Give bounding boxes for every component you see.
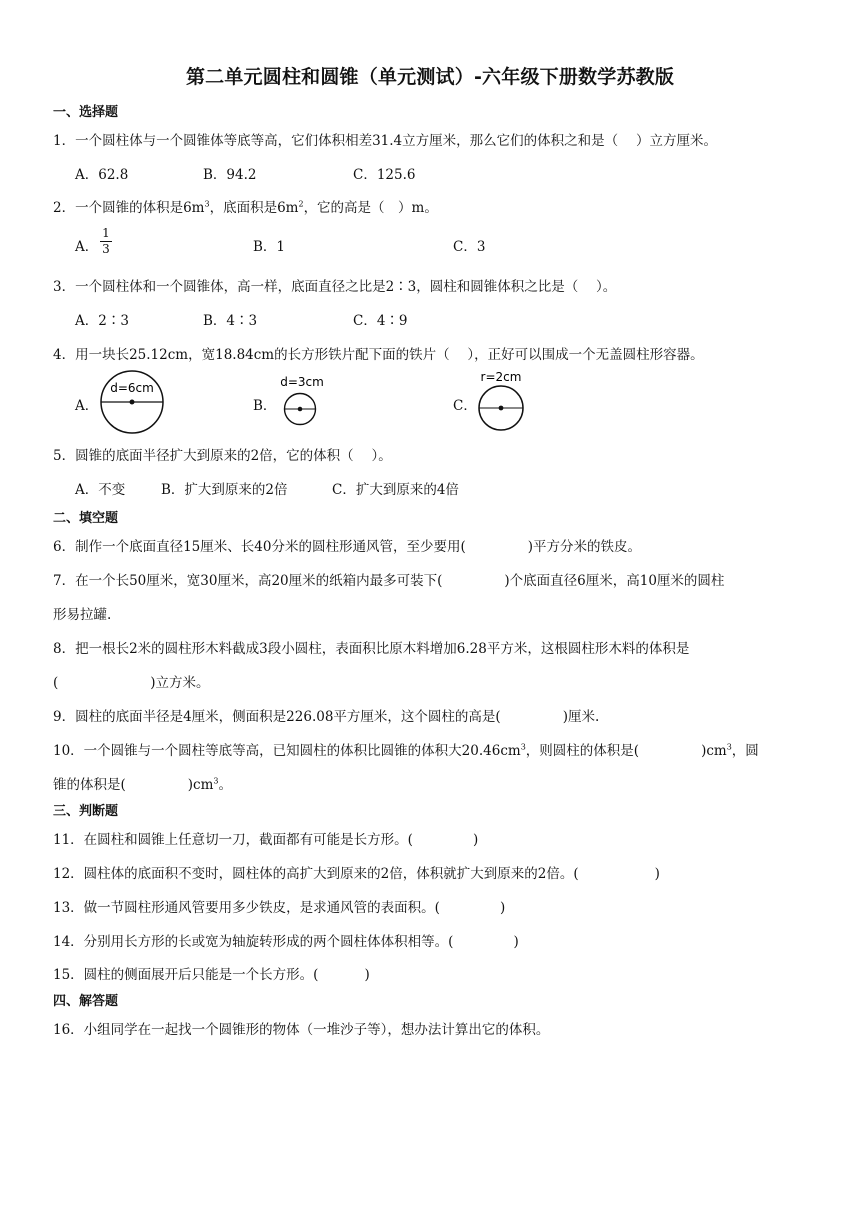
question-8: 8．把一根长2米的圆柱形木料截成3段小圆柱，表面积比原木料增加6.28平方米，这根圆柱形木料的体积是 bbox=[53, 641, 690, 657]
section-heading-choice: 一、选择题 bbox=[53, 105, 119, 120]
question-7 bbox=[53, 569, 724, 589]
q5-option-a: A．不变 bbox=[75, 482, 126, 498]
q15-close: ) bbox=[364, 967, 370, 983]
q4-option-a-circle-figure bbox=[97, 370, 167, 434]
question-1: 1．一个圆柱体与一个圆锥体等底等高，它们体积相差31.4立方厘米，那么它们的体积之和是（ ）立方厘米。 bbox=[53, 133, 717, 149]
q2-option-c: C．3 bbox=[453, 239, 486, 255]
question-7-line-2: 形易拉罐. bbox=[53, 607, 112, 623]
q14-text: 14．分别用长方形的长或宽为轴旋转形成的两个圆柱体体积相等。( bbox=[53, 934, 454, 950]
q4-option-c-circle-figure bbox=[474, 366, 534, 432]
question-8-line-2 bbox=[53, 671, 210, 691]
q14-close: ) bbox=[513, 934, 519, 950]
question-4: 4．用一块长25.12cm，宽18.84cm的长方形铁片配下面的铁片（ ），正好可以围成一个无盖圆柱形容器。 bbox=[53, 347, 704, 363]
center-dot bbox=[130, 400, 135, 405]
question-16: 16．小组同学在一起找一个圆锥形的物体（一堆沙子等），想办法计算出它的体积。 bbox=[53, 1022, 550, 1038]
q4-b-label: d=3cm bbox=[280, 375, 324, 389]
q10-text-pre: 10．一个圆锥与一个圆柱等底等高，已知圆柱的体积比圆锥的体积大20.46cm bbox=[53, 743, 521, 759]
q2-text-pre: 2．一个圆锥的体积是6m bbox=[53, 200, 205, 216]
q3-option-c: C．4∶9 bbox=[353, 313, 408, 329]
q13-text: 13．做一节圆柱形通风管要用多少铁皮，是求通风管的表面积。( bbox=[53, 900, 440, 916]
q10-line2-post: )cm bbox=[187, 777, 214, 793]
q10-text-mid: ，则圆柱的体积是( bbox=[525, 743, 640, 759]
question-11 bbox=[53, 828, 478, 848]
q2-text-mid: ，底面积是6m bbox=[209, 200, 299, 216]
section-heading-fill: 二、填空题 bbox=[53, 511, 119, 526]
q10-sup-1: 3 bbox=[520, 742, 526, 752]
q11-text: 11．在圆柱和圆锥上任意切一刀，截面都有可能是长方形。( bbox=[53, 832, 413, 848]
question-2 bbox=[53, 196, 438, 216]
q5-option-b: B．扩大到原来的2倍 bbox=[161, 482, 288, 498]
q4-option-b-circle-figure bbox=[272, 372, 332, 428]
question-9 bbox=[53, 705, 599, 725]
page-title: 第二单元圆柱和圆锥（单元测试）-六年级下册数学苏教版 bbox=[185, 66, 675, 88]
question-5: 5．圆锥的底面半径扩大到原来的2倍，它的体积（ ）。 bbox=[53, 448, 392, 464]
q1-option-a: A．62.8 bbox=[75, 167, 129, 183]
q10-sup-2: 3 bbox=[726, 742, 732, 752]
q13-close: ) bbox=[499, 900, 506, 916]
fraction-numerator: 1 bbox=[100, 226, 112, 242]
fraction-denominator: 3 bbox=[102, 242, 110, 256]
q3-option-b: B．4∶3 bbox=[203, 313, 258, 329]
q1-option-b: B．94.2 bbox=[203, 167, 257, 183]
question-14 bbox=[53, 930, 519, 950]
q4-option-b-label: B． bbox=[253, 398, 277, 414]
q11-close: ) bbox=[472, 832, 479, 848]
q9-text-post: )厘米. bbox=[562, 709, 600, 725]
q7-text-post: )个底面直径6厘米，高10厘米的圆柱 bbox=[504, 573, 725, 589]
q2-text-post: ，它的高是（ ）m。 bbox=[303, 200, 438, 216]
q8-line2-post: )立方米。 bbox=[150, 675, 210, 691]
question-10-line-2 bbox=[53, 773, 232, 793]
q2-option-b: B．1 bbox=[253, 239, 286, 255]
q4-c-label: r=2cm bbox=[480, 370, 522, 384]
q4-option-a-label: A． bbox=[75, 398, 99, 414]
section-heading-answer: 四、解答题 bbox=[53, 994, 119, 1009]
q6-text-pre: 6．制作一个底面直径15厘米、长40分米的圆柱形通风管，至少要用( bbox=[53, 539, 466, 555]
q4-a-label: d=6cm bbox=[110, 381, 154, 395]
question-10 bbox=[53, 739, 759, 759]
q12-text: 12．圆柱体的底面积不变时，圆柱体的高扩大到原来的2倍，体积就扩大到原来的2倍。( bbox=[53, 866, 579, 882]
q4-option-c-label: C． bbox=[453, 398, 477, 414]
q2-option-a-fraction bbox=[100, 226, 112, 257]
q2-sup-2: 2 bbox=[298, 199, 304, 209]
question-15 bbox=[53, 963, 370, 983]
center-dot bbox=[499, 406, 504, 411]
q10-line2-sup: 3 bbox=[213, 776, 219, 786]
section-heading-judge: 三、判断题 bbox=[53, 804, 119, 819]
q3-option-a: A．2∶3 bbox=[75, 313, 129, 329]
q2-sup-1: 3 bbox=[204, 199, 210, 209]
q12-close: ) bbox=[654, 866, 660, 882]
q8-line2-pre: ( bbox=[53, 675, 59, 691]
q7-text-pre: 7．在一个长50厘米，宽30厘米，高20厘米的纸箱内最多可装下( bbox=[53, 573, 443, 589]
question-12 bbox=[53, 862, 660, 882]
question-3: 3．一个圆柱体和一个圆锥体，高一样，底面直径之比是2∶3，圆柱和圆锥体积之比是（ ）。 bbox=[53, 279, 617, 295]
question-6 bbox=[53, 535, 641, 555]
q10-text-post: )cm bbox=[701, 743, 727, 759]
question-13 bbox=[53, 896, 505, 916]
q9-text-pre: 9．圆柱的底面半径是4厘米，侧面积是226.08平方厘米，这个圆柱的高是( bbox=[53, 709, 501, 725]
q10-line2-end: 。 bbox=[218, 777, 233, 793]
q15-text: 15．圆柱的侧面展开后只能是一个长方形。( bbox=[53, 967, 319, 983]
q2-option-a-label: A． bbox=[75, 239, 99, 255]
q10-text-post2: ，圆 bbox=[731, 743, 759, 759]
center-dot bbox=[298, 407, 303, 412]
q5-option-c: C．扩大到原来的4倍 bbox=[332, 482, 459, 498]
q1-option-c: C．125.6 bbox=[353, 167, 416, 183]
q6-text-post: )平方分米的铁皮。 bbox=[527, 539, 641, 555]
q10-line2-pre: 锥的体积是( bbox=[53, 777, 126, 793]
